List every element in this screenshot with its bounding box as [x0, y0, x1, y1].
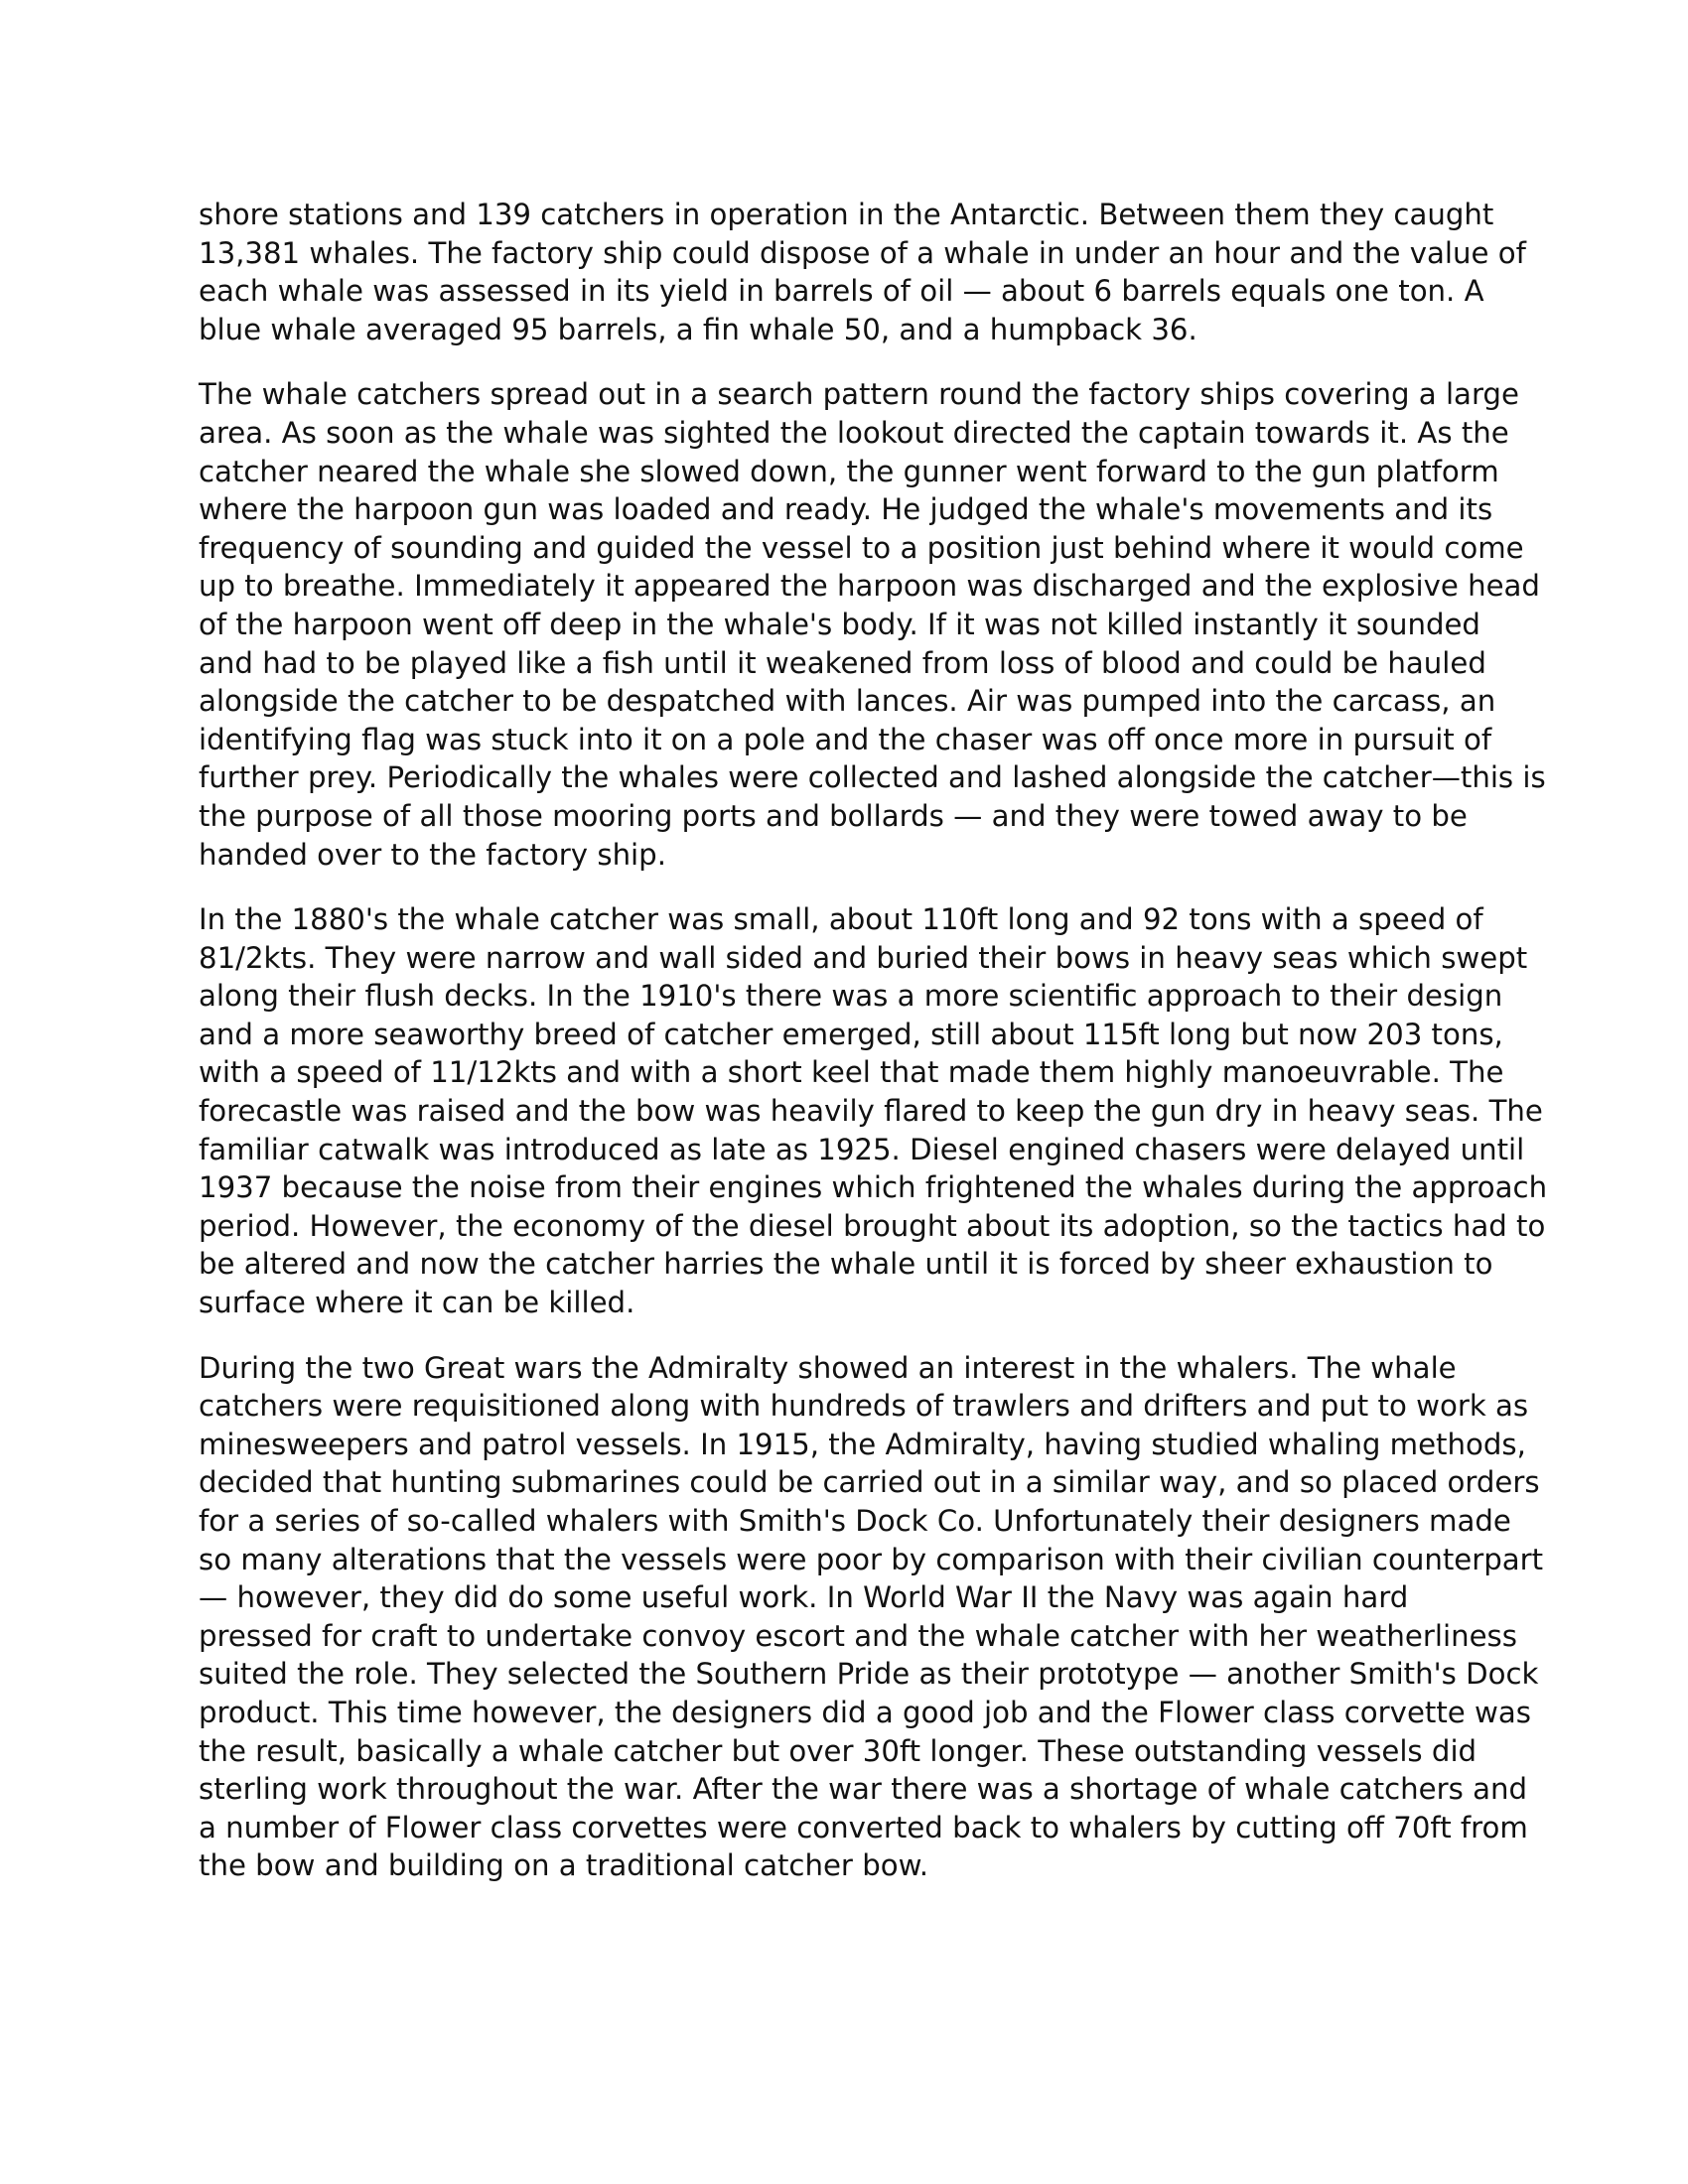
text-line: the bow and building on a traditional catcher bow. — [199, 1848, 929, 1883]
text-line: surface where it can be killed. — [199, 1286, 635, 1320]
text-line: catcher neared the whale she slowed down, the gunner went forward to the gun platform — [199, 454, 1499, 488]
text-line: 1937 because the noise from their engines which frightened the whales during the approach — [199, 1170, 1548, 1205]
text-line: and had to be played like a fish until it weakened from loss of blood and could be hauled — [199, 645, 1486, 680]
text-line: The whale catchers spread out in a search pattern round the factory ships covering a large — [199, 377, 1519, 412]
text-line: familiar catwalk was introduced as late as 1925. Diesel engined chasers were delayed until — [199, 1132, 1525, 1166]
text-line: pressed for craft to undertake convoy escort and the whale catcher with her weatherliness — [199, 1618, 1517, 1653]
text-line: forecastle was raised and the bow was heavily flared to keep the gun dry in heavy seas. The — [199, 1094, 1543, 1129]
paragraph-catcher-design-history — [199, 900, 1548, 1322]
paragraph-hunting-method — [199, 375, 1546, 874]
text-line: for a series of so-called whalers with Smith's Dock Co. Unfortunately their designers made — [199, 1504, 1511, 1538]
text-line: blue whale averaged 95 barrels, a fin whale 50, and a humpback 36. — [199, 312, 1197, 346]
text-line: of the harpoon went off deep in the whale's body. If it was not killed instantly it sounded — [199, 607, 1480, 641]
text-line: with a speed of 11/12kts and with a short keel that made them highly manoeuvrable. The — [199, 1055, 1504, 1090]
text-line: along their flush decks. In the 1910's there was a more scientific approach to their design — [199, 979, 1503, 1014]
text-line: shore stations and 139 catchers in operation in the Antarctic. Between them they caught — [199, 198, 1494, 231]
text-line: handed over to the factory ship. — [199, 837, 666, 872]
body-text — [199, 196, 1548, 1912]
text-line: 13,381 whales. The factory ship could dispose of a whale in under an hour and the value of — [199, 235, 1526, 270]
text-line: each whale was assessed in its yield in barrels of oil — about 6 barrels equals one ton. A — [199, 274, 1484, 309]
paragraph-wartime-service — [199, 1349, 1544, 1885]
text-line: frequency of sounding and guided the vessel to a position just behind where it would come — [199, 530, 1524, 565]
text-line: area. As soon as the whale was sighted the lookout directed the captain towards it. As the — [199, 415, 1509, 450]
text-line: catchers were requisitioned along with hundreds of trawlers and drifters and put to work as — [199, 1389, 1529, 1424]
paragraph-whale-catch-statistics — [199, 196, 1526, 348]
text-line: further prey. Periodically the whales were collected and lashed alongside the catcher—this is — [199, 760, 1546, 795]
text-line: and a more seaworthy breed of catcher emerged, still about 115ft long but now 203 tons, — [199, 1017, 1503, 1051]
text-line: period. However, the economy of the diesel brought about its adoption, so the tactics had to — [199, 1208, 1546, 1243]
text-line: During the two Great wars the Admiralty showed an interest in the whalers. The whale — [199, 1350, 1457, 1385]
text-line: suited the role. They selected the Southern Pride as their prototype — another Smith's Dock — [199, 1657, 1539, 1692]
text-line: minesweepers and patrol vessels. In 1915, the Admiralty, having studied whaling methods, — [199, 1427, 1526, 1461]
text-line: so many alterations that the vessels were poor by comparison with their civilian counterpart — [199, 1542, 1544, 1576]
text-line: be altered and now the catcher harries the whale until it is forced by sheer exhaustion to — [199, 1247, 1493, 1282]
text-line: — however, they did do some useful work. In World War II the Navy was again hard — [199, 1580, 1409, 1615]
text-line: decided that hunting submarines could be carried out in a similar way, and so placed orders — [199, 1465, 1540, 1500]
text-line: alongside the catcher to be despatched with lances. Air was pumped into the carcass, an — [199, 684, 1496, 719]
text-line: a number of Flower class corvettes were converted back to whalers by cutting off 70ft from — [199, 1810, 1528, 1844]
text-line: In the 1880's the whale catcher was small, about 110ft long and 92 tons with a speed of — [199, 902, 1483, 937]
text-line: sterling work throughout the war. After the war there was a shortage of whale catchers and — [199, 1772, 1528, 1807]
text-line: identifying flag was stuck into it on a pole and the chaser was off once more in pursuit of — [199, 722, 1492, 756]
text-line: where the harpoon gun was loaded and ready. He judged the whale's movements and its — [199, 492, 1493, 527]
text-line: product. This time however, the designers did a good job and the Flower class corvette was — [199, 1695, 1531, 1729]
text-line: the result, basically a whale catcher but over 30ft longer. These outstanding vessels did — [199, 1733, 1477, 1768]
text-line: up to breathe. Immediately it appeared the harpoon was discharged and the explosive head — [199, 569, 1540, 604]
text-line: 81/2kts. They were narrow and wall sided and buried their bows in heavy seas which swept — [199, 940, 1528, 975]
text-line: the purpose of all those mooring ports and bollards — and they were towed away to be — [199, 798, 1468, 833]
